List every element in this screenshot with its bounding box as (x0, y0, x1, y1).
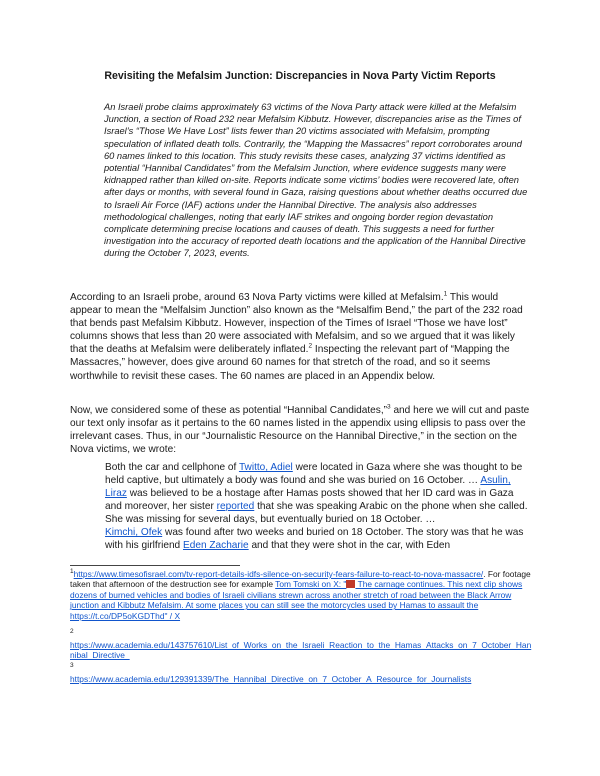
abstract: An Israeli probe claims approximately 63 victims of the Nova Party attack were killed at the Mefalsim Junction, a section of Road 232 near Mefalsim Kibbutz. However, discrepancies arise as the Times of Israel’s “Those We Have Lost” lists fewer than 20 victims associated with Mefalsim, prompting speculation of inflated death tolls. Contrarily, the “Mapping the Massacres” report corroborates around 60 names linked to this location. This study revisits these cases, analyzing 37 victims identified as potential “Hannibal Candidates” from the Mefalsim Junction, where evidence suggests many were kidnapped rather than killed on-site. Reports indicate some victims’ bodies were recovered late, often after days or months, with several found in Gaza, raising questions about whether deaths occurred due to Israeli Air Force (IAF) actions under the Hannibal Directive. The analysis also addresses methodological challenges, noting that early IAF strikes and ongoing border region devastation complicate determining precise locations and causes of death. This suggests a need for further investigation into the accuracy of reported death locations and the application of the Hannibal Directive during the October 7, 2023, events. (104, 102, 528, 259)
q1-text-b: were located in Gaza where she was thought to be held captive, but ultimately a body was found and she was buried on 16 October. … (105, 462, 523, 487)
link-eden-zacharie[interactable]: Eden Zacharie (182, 540, 249, 552)
q2-text-b: and that they were shot in the car, with Eden (248, 540, 451, 552)
footnote-1-tweet-author: Tom Tomski on X: " (275, 579, 347, 590)
footnote-3-link[interactable]: https://www.academia.edu/129391339/The_Hannibal_Directive_on_7_October_A_Resource_for_Journalists (70, 674, 472, 684)
footnote-separator (70, 565, 240, 566)
footnote-3-number: 3 (70, 662, 74, 669)
p2-text-2: and here we will cut and paste our text only insofar as it pertains to the 60 names listed in the appendix using ellipsis to pass over the irrelevant cases. Thus, in our “Journalistic Resource on the Hannibal Directive,” in the section on the Nova victims, we wrote: (70, 405, 530, 456)
q1-text-a: Both the car and cellphone of (105, 462, 239, 473)
footnote-2-number: 2 (70, 628, 74, 635)
q1-text-d: that she was speaking Arabic on the phone when she called. She was missing for several days, but eventually buried on 18 October. … (105, 501, 528, 526)
link-reported[interactable]: reported (216, 501, 255, 513)
link-twitto-adiel[interactable]: Twitto, Adiel (238, 462, 293, 473)
q1-text-c: was believed to be a hostage after Hamas posts showed that her ID card was in Gaza and moreover, her sister (105, 488, 514, 513)
q2-text-a: was found after two weeks and buried on 18 October. The story was that he was with his girlfriend (105, 527, 524, 552)
footnote-1-number: 1 (70, 568, 74, 576)
p1-text-1: According to an Israeli probe, around 63 Nova Party victims were killed at Mefalsim. (70, 292, 444, 303)
footnote-1-tweet-text: The carnage continues. This next clip shows dozens of burned vehicles and bodies of Israeli civilians strewn across another stretch of road between the Black Arrow junction and Kibbutz Mefalsim. At some places you can still see the motorcycles used by Hamas to assault the https://t.co/DP5oKGDThd" / X (70, 579, 523, 621)
p1-text-3: Inspecting the relevant part of “Mapping the Massacres,” however, does give around 60 names for that stretch of the road, and so it seems worthwhile to revisit these cases. The 60 names are placed in an Appendix below. (70, 344, 510, 382)
block-quote-1 (105, 461, 530, 526)
paragraph-intro (70, 291, 532, 383)
p2-text-1: Now, we considered some of these as potential “Hannibal Candidates,” (70, 405, 388, 416)
footnote-2-link[interactable]: https://www.academia.edu/143757610/List_of_Works_on_the_Israeli_Reaction_to_the_Hamas_Attacks_on_7_October_Hannibal_Directive_ (70, 640, 532, 661)
footnote-ref-1[interactable]: 1 (443, 290, 448, 298)
footnote-1-text: . For footage taken that afternoon of the destruction see for example (70, 569, 531, 590)
footnote-ref-2[interactable]: 2 (308, 343, 313, 351)
paragraph-hannibal (70, 404, 532, 456)
link-asulin-liraz[interactable]: Asulin, Liraz (105, 475, 511, 500)
footnote-1-link[interactable]: https://www.timesofisrael.com/tv-report-details-idfs-silence-on-security-fears-failure-to-react-to-nova-massacre/ (73, 569, 484, 579)
block-quote-2 (105, 526, 530, 552)
footnote-1 (70, 569, 532, 621)
p1-text-2: This would appear to mean the “Melfalsim Junction” also known as the “Melsalfim Bend,” the part of the 232 road that bends past Mefalsim Kibbutz. However, inspection of the Times of Israel “Those we have lost” columns shows that less than 20 were associated with Mefalsim, and so we argued that it was likely that the deaths at Mefalsim were deliberately inflated. (70, 292, 523, 356)
link-kimchi-ofek[interactable]: Kimchi, Ofek (105, 527, 163, 538)
footnote-ref-3[interactable]: 3 (387, 403, 391, 411)
document-title: Revisiting the Mefalsim Junction: Discrepancies in Nova Party Victim Reports (104, 70, 496, 82)
